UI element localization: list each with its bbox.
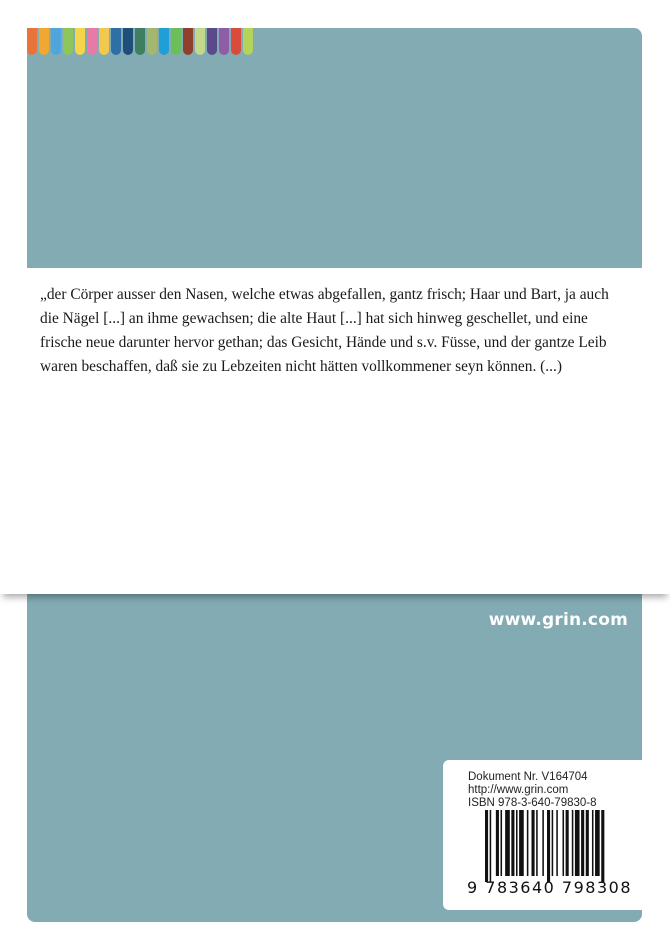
brand-stripe bbox=[63, 28, 73, 55]
isbn-number: ISBN 978-3-640-79830-8 bbox=[468, 797, 597, 809]
barcode-label bbox=[443, 760, 643, 910]
brand-stripe bbox=[111, 28, 121, 55]
brand-stripes bbox=[27, 28, 255, 55]
quote-text: „der Cörper ausser den Nasen, welche etwas abgefallen, gantz frisch; Haar und Bart, ja auch die Nägel [...] an ihme gewachsen; die alte Haut [...] hat sich hinweg geschellet, und eine frische neue darunter hervor gethan; das Gesicht, Hände und s.v. Füsse, und der gantze Leib waren beschaffen, daß sie zu Lebzeiten nicht hätten vollkommener seyn können. (...) bbox=[40, 286, 609, 375]
brand-stripe bbox=[99, 28, 109, 55]
brand-stripe bbox=[231, 28, 241, 55]
brand-stripe bbox=[27, 28, 37, 55]
brand-stripe bbox=[87, 28, 97, 55]
barcode-image bbox=[485, 810, 635, 882]
quote-section bbox=[0, 268, 670, 594]
brand-stripe bbox=[207, 28, 217, 55]
brand-stripe bbox=[183, 28, 193, 55]
brand-stripe bbox=[51, 28, 61, 55]
brand-stripe bbox=[39, 28, 49, 55]
brand-stripe bbox=[219, 28, 229, 55]
brand-stripe bbox=[159, 28, 169, 55]
brand-stripe bbox=[243, 28, 253, 55]
label-url[interactable]: http://www.grin.com bbox=[468, 784, 569, 796]
bottom-color-panel bbox=[27, 594, 642, 922]
website-link[interactable]: www.grin.com bbox=[488, 610, 628, 630]
brand-stripe bbox=[171, 28, 181, 55]
document-number: Dokument Nr. V164704 bbox=[468, 771, 588, 783]
brand-stripe bbox=[75, 28, 85, 55]
brand-stripe bbox=[135, 28, 145, 55]
brand-stripe bbox=[123, 28, 133, 55]
barcode-digits: 9 783640 798308 bbox=[467, 878, 633, 897]
top-color-panel bbox=[27, 28, 642, 268]
brand-stripe bbox=[195, 28, 205, 55]
brand-stripe bbox=[147, 28, 157, 55]
